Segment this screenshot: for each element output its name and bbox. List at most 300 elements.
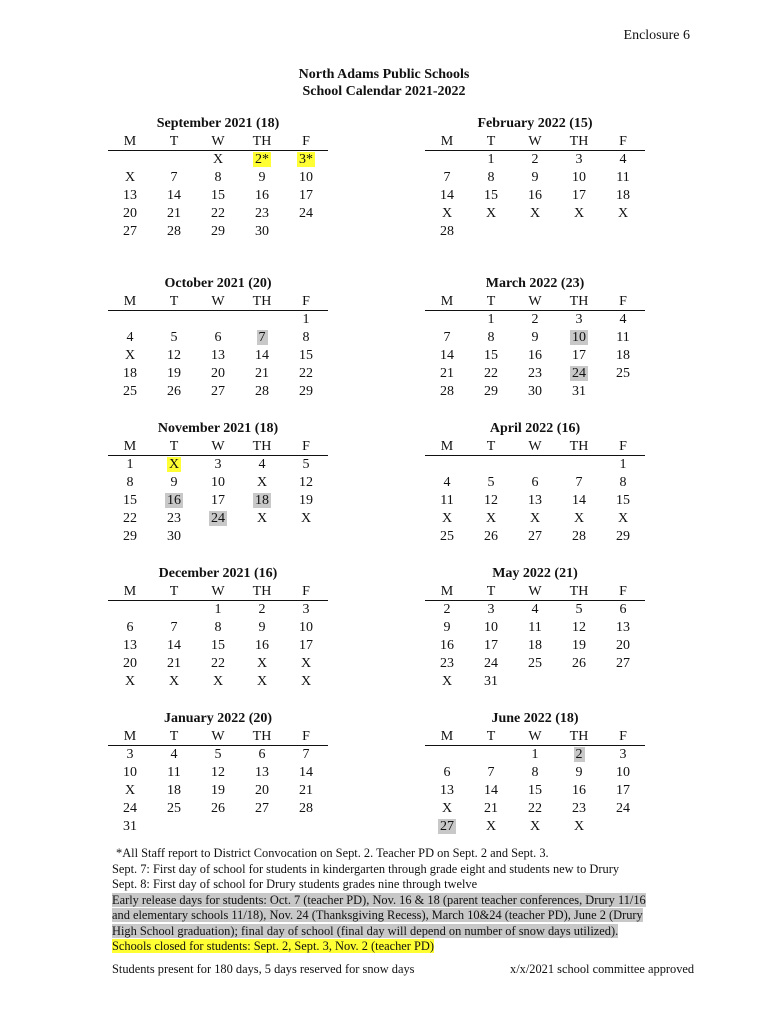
day-value: 9 [443, 620, 451, 635]
day-value: 27 [123, 224, 137, 239]
day-value [489, 747, 493, 762]
day-cell [425, 528, 469, 546]
day-value: 17 [572, 188, 586, 203]
day-value: 16 [167, 493, 181, 508]
day-cell [513, 510, 557, 528]
day-value: 14 [440, 188, 454, 203]
note-first-day-k8: Sept. 7: First day of school for students in kindergarten through grade eight and students new to Drury [112, 861, 620, 876]
day-value: 6 [258, 747, 266, 762]
day-cell [196, 601, 240, 620]
weekday-header: M [108, 133, 152, 151]
day-cell [196, 764, 240, 782]
day-cell [240, 492, 284, 510]
day-cell [513, 800, 557, 818]
day-value: X [485, 206, 497, 221]
day-value: 2 [531, 312, 539, 327]
day-cell [284, 383, 328, 401]
day-value [577, 224, 581, 239]
day-value: 8 [619, 475, 627, 490]
day-value: X [124, 674, 136, 689]
day-cell [513, 187, 557, 205]
day-cell [196, 510, 240, 528]
note-convocation: *All Staff report to District Convocation on Sept. 2. Teacher PD on Sept. 2 and Sept. 3. [116, 846, 549, 860]
day-cell [469, 205, 513, 223]
day-cell [152, 655, 196, 673]
day-cell [108, 655, 152, 673]
month-table [108, 438, 328, 546]
day-cell [601, 528, 645, 546]
day-value [533, 457, 537, 472]
day-value: 14 [484, 783, 498, 798]
weekday-header: TH [240, 133, 284, 151]
day-value: 8 [487, 170, 495, 185]
weekday-header: T [152, 728, 196, 746]
day-value [172, 602, 176, 617]
day-value: 28 [440, 224, 454, 239]
day-cell [601, 782, 645, 800]
day-value: 8 [214, 170, 222, 185]
day-cell [196, 655, 240, 673]
day-cell [152, 673, 196, 691]
week-row [425, 365, 645, 383]
day-cell [557, 782, 601, 800]
day-value: X [256, 674, 268, 689]
day-cell [284, 151, 328, 170]
day-value: 13 [440, 783, 454, 798]
day-value: 13 [123, 638, 137, 653]
day-cell [196, 818, 240, 836]
month-table [108, 583, 328, 691]
note-schools-closed: Schools closed for students: Sept. 2, Sept. 3, Nov. 2 (teacher PD) [112, 939, 434, 953]
day-value: 27 [440, 819, 454, 834]
month-title: December 2021 (16) [158, 566, 278, 581]
day-cell [108, 347, 152, 365]
week-row [108, 492, 328, 510]
day-value: 15 [211, 638, 225, 653]
day-cell [152, 619, 196, 637]
day-cell [425, 223, 469, 241]
day-value: 8 [214, 620, 222, 635]
day-value: 28 [299, 801, 313, 816]
day-value: 18 [255, 493, 269, 508]
week-row [425, 169, 645, 187]
day-cell [513, 456, 557, 475]
weekday-header: M [108, 728, 152, 746]
day-value [260, 312, 264, 327]
day-value: 3 [214, 457, 222, 472]
day-cell [469, 329, 513, 347]
weekday-header: TH [240, 728, 284, 746]
day-value: 14 [299, 765, 313, 780]
day-cell [284, 347, 328, 365]
day-cell [425, 655, 469, 673]
day-cell [469, 474, 513, 492]
day-value: 21 [167, 206, 181, 221]
day-value: 25 [616, 366, 630, 381]
month-table [425, 133, 645, 241]
day-value: 17 [299, 638, 313, 653]
month-block [425, 710, 645, 836]
day-value: 16 [572, 783, 586, 798]
day-cell [469, 619, 513, 637]
day-value [533, 224, 537, 239]
day-cell [108, 619, 152, 637]
week-row [425, 151, 645, 170]
day-value: 16 [440, 638, 454, 653]
month-block [108, 420, 328, 546]
week-row [425, 818, 645, 836]
day-value: 12 [484, 493, 498, 508]
day-value: 20 [255, 783, 269, 798]
day-cell [284, 528, 328, 546]
day-cell [557, 818, 601, 836]
day-value: 29 [211, 224, 225, 239]
day-value [621, 384, 625, 399]
day-cell [601, 474, 645, 492]
week-row [108, 223, 328, 241]
day-value: 27 [616, 656, 630, 671]
day-cell [108, 673, 152, 691]
month-table [108, 728, 328, 836]
day-cell [425, 311, 469, 330]
weekday-header: W [196, 133, 240, 151]
day-cell [284, 205, 328, 223]
day-value: X [300, 656, 312, 671]
day-cell [240, 764, 284, 782]
day-cell [601, 800, 645, 818]
day-cell [601, 601, 645, 620]
week-row [108, 673, 328, 691]
week-row [108, 169, 328, 187]
day-value: 15 [299, 348, 313, 363]
day-value: 14 [167, 188, 181, 203]
day-value: 24 [211, 511, 225, 526]
day-cell [240, 746, 284, 765]
day-value: 25 [123, 384, 137, 399]
weekday-header: M [425, 438, 469, 456]
day-cell [601, 169, 645, 187]
week-row [108, 456, 328, 475]
day-cell [284, 764, 328, 782]
day-cell [108, 383, 152, 401]
day-value: 18 [616, 348, 630, 363]
week-row [425, 311, 645, 330]
week-row [425, 782, 645, 800]
day-cell [152, 365, 196, 383]
day-value: X [529, 819, 541, 834]
day-cell [557, 528, 601, 546]
day-cell [601, 655, 645, 673]
day-value: 28 [440, 384, 454, 399]
day-value [304, 819, 308, 834]
day-value: 17 [616, 783, 630, 798]
day-value: 19 [211, 783, 225, 798]
month-block [425, 565, 645, 691]
day-cell [152, 492, 196, 510]
day-value [445, 747, 449, 762]
day-cell [425, 492, 469, 510]
day-value: 30 [255, 224, 269, 239]
day-cell [152, 151, 196, 170]
day-value: X [168, 674, 180, 689]
day-cell [196, 311, 240, 330]
day-cell [469, 673, 513, 691]
week-row [425, 655, 645, 673]
day-cell [240, 365, 284, 383]
week-row [425, 474, 645, 492]
day-value: X [124, 170, 136, 185]
day-cell [425, 151, 469, 170]
day-value: 24 [123, 801, 137, 816]
day-value: X [573, 819, 585, 834]
day-cell [425, 673, 469, 691]
day-value: 16 [255, 638, 269, 653]
day-cell [240, 528, 284, 546]
day-cell [108, 528, 152, 546]
day-cell [152, 456, 196, 475]
day-cell [469, 528, 513, 546]
day-value: 13 [255, 765, 269, 780]
day-cell [469, 492, 513, 510]
day-value: 22 [211, 656, 225, 671]
day-value: 2* [255, 152, 269, 167]
day-cell [601, 619, 645, 637]
weekday-header: W [513, 728, 557, 746]
day-cell [240, 151, 284, 170]
week-row [108, 187, 328, 205]
day-value: 17 [211, 493, 225, 508]
day-value [304, 529, 308, 544]
day-value: 23 [255, 206, 269, 221]
weekday-header: T [469, 133, 513, 151]
day-value: 12 [299, 475, 313, 490]
day-cell [196, 365, 240, 383]
day-cell [557, 169, 601, 187]
day-cell [425, 474, 469, 492]
day-cell [513, 151, 557, 170]
day-value: 4 [170, 747, 178, 762]
day-cell [152, 764, 196, 782]
day-cell [601, 492, 645, 510]
day-value: X [212, 674, 224, 689]
day-cell [469, 746, 513, 765]
month-table [108, 293, 328, 401]
day-value: 31 [123, 819, 137, 834]
day-cell [601, 347, 645, 365]
day-value [172, 152, 176, 167]
day-value: 8 [126, 475, 134, 490]
day-cell [152, 383, 196, 401]
day-cell [196, 528, 240, 546]
day-cell [284, 601, 328, 620]
day-cell [240, 456, 284, 475]
weekday-header: W [513, 133, 557, 151]
day-cell [425, 746, 469, 765]
day-cell [469, 456, 513, 475]
day-cell [601, 187, 645, 205]
day-value: 9 [258, 170, 266, 185]
day-value: 4 [619, 312, 627, 327]
day-cell [108, 764, 152, 782]
day-cell [108, 800, 152, 818]
day-value [445, 457, 449, 472]
week-row [425, 637, 645, 655]
day-cell [557, 510, 601, 528]
day-value: X [168, 457, 180, 472]
month-title: February 2022 (15) [477, 116, 593, 131]
day-cell [513, 782, 557, 800]
day-cell [152, 601, 196, 620]
day-cell [196, 637, 240, 655]
weekday-header: W [513, 293, 557, 311]
day-cell [557, 474, 601, 492]
day-value: X [300, 674, 312, 689]
weekday-header: TH [557, 583, 601, 601]
day-cell [196, 619, 240, 637]
day-value: 9 [575, 765, 583, 780]
day-value: 25 [167, 801, 181, 816]
weekday-header: W [196, 728, 240, 746]
day-cell [152, 223, 196, 241]
day-value: 20 [123, 656, 137, 671]
day-cell [240, 510, 284, 528]
day-value: 10 [572, 330, 586, 345]
day-cell [557, 223, 601, 241]
day-value [621, 819, 625, 834]
day-cell [425, 169, 469, 187]
day-cell [284, 818, 328, 836]
enclosure-label: Enclosure 6 [623, 28, 690, 43]
day-value [128, 602, 132, 617]
week-row [108, 601, 328, 620]
month-title: June 2022 (18) [491, 711, 579, 726]
day-cell [557, 492, 601, 510]
day-value: 15 [528, 783, 542, 798]
day-value: 11 [616, 170, 630, 185]
day-cell [601, 746, 645, 765]
month-table [425, 583, 645, 691]
day-value: 31 [484, 674, 498, 689]
day-value: X [441, 511, 453, 526]
day-value: 21 [255, 366, 269, 381]
day-value [216, 312, 220, 327]
weekday-header: M [108, 438, 152, 456]
day-value: 14 [255, 348, 269, 363]
week-row [425, 601, 645, 620]
day-cell [425, 637, 469, 655]
day-cell [152, 329, 196, 347]
day-value: 11 [616, 330, 630, 345]
day-value: 1 [302, 312, 310, 327]
day-value [445, 152, 449, 167]
day-value: 7 [575, 475, 583, 490]
day-value: 3 [126, 747, 134, 762]
day-value: 20 [123, 206, 137, 221]
week-row [108, 764, 328, 782]
day-value: X [124, 783, 136, 798]
day-cell [152, 205, 196, 223]
week-row [108, 151, 328, 170]
day-value [260, 819, 264, 834]
day-value: 27 [255, 801, 269, 816]
weekday-header: T [469, 728, 513, 746]
day-cell [240, 329, 284, 347]
day-cell [469, 187, 513, 205]
day-cell [108, 782, 152, 800]
day-cell [240, 383, 284, 401]
day-cell [469, 383, 513, 401]
footer-student-days: Students present for 180 days, 5 days reserved for snow days [112, 962, 415, 976]
day-cell [513, 223, 557, 241]
day-value: 5 [214, 747, 222, 762]
day-value: 24 [616, 801, 630, 816]
month-block [108, 565, 328, 691]
day-cell [152, 311, 196, 330]
day-value: 1 [487, 312, 495, 327]
day-cell [196, 223, 240, 241]
week-row [108, 347, 328, 365]
day-value: 4 [443, 475, 451, 490]
day-cell [425, 818, 469, 836]
month-title: September 2021 (18) [156, 116, 280, 131]
day-cell [108, 169, 152, 187]
day-value: 20 [616, 638, 630, 653]
day-cell [425, 510, 469, 528]
day-cell [469, 347, 513, 365]
day-cell [108, 365, 152, 383]
note-first-day-drury: Sept. 8: First day of school for Drury students grades nine through twelve [112, 877, 478, 891]
day-value [172, 312, 176, 327]
weekday-header: M [425, 293, 469, 311]
day-cell [425, 347, 469, 365]
day-cell [425, 800, 469, 818]
weekday-header: T [152, 133, 196, 151]
day-cell [513, 474, 557, 492]
day-cell [284, 619, 328, 637]
day-value: 4 [258, 457, 266, 472]
day-cell [557, 365, 601, 383]
weekday-header: F [284, 583, 328, 601]
week-row [425, 764, 645, 782]
day-value: X [529, 206, 541, 221]
day-value: 22 [123, 511, 137, 526]
day-value: 4 [126, 330, 134, 345]
month-block [108, 710, 328, 836]
day-value: 8 [487, 330, 495, 345]
weekday-header: T [152, 438, 196, 456]
day-value [621, 674, 625, 689]
day-cell [601, 365, 645, 383]
day-value: 7 [443, 330, 451, 345]
day-value: 20 [211, 366, 225, 381]
day-value: 26 [167, 384, 181, 399]
month-title: October 2021 (20) [164, 276, 272, 291]
day-cell [108, 311, 152, 330]
day-cell [196, 205, 240, 223]
day-value: 5 [170, 330, 178, 345]
day-value: 10 [299, 620, 313, 635]
month-title: April 2022 (16) [489, 421, 581, 436]
day-cell [425, 187, 469, 205]
day-value: 3 [619, 747, 627, 762]
day-value: 30 [167, 529, 181, 544]
day-value [489, 224, 493, 239]
day-value: X [485, 511, 497, 526]
day-value: 6 [443, 765, 451, 780]
day-value: 24 [572, 366, 586, 381]
week-row [425, 800, 645, 818]
day-cell [425, 205, 469, 223]
